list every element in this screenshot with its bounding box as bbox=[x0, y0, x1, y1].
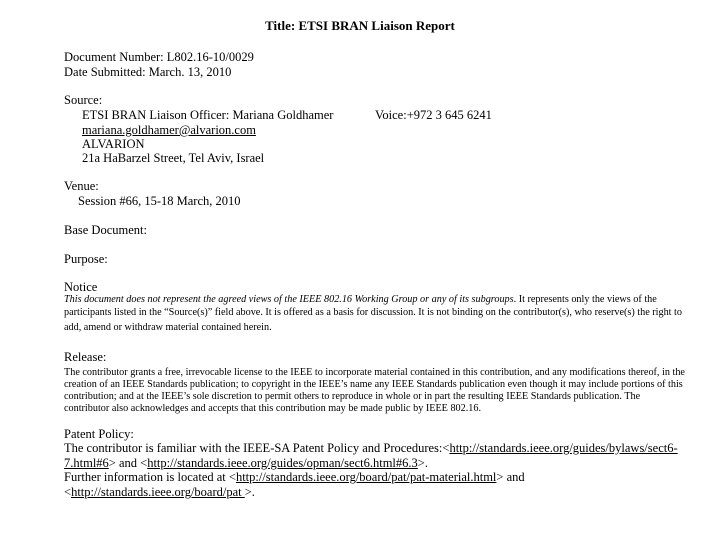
release-line-1: The contributor grants a free, irrevocable license to the IEEE to incorporate material contained in this contribution, and any modifications thereof, in the bbox=[64, 367, 685, 378]
document-title: Title: ETSI BRAN Liaison Report bbox=[265, 18, 455, 33]
patent-line-3-text: Further information is located at < bbox=[64, 470, 236, 484]
patent-line-4-text: < bbox=[64, 485, 72, 499]
patent-line-1-text: The contributor is familiar with the IEEE-SA Patent Policy and Procedures:< bbox=[64, 441, 450, 455]
bylaws-link-part-2[interactable]: 7.html#6 bbox=[64, 456, 109, 470]
pat-material-link[interactable]: http://standards.ieee.org/board/pat/pat-material.html bbox=[235, 470, 497, 484]
source-label: Source: bbox=[64, 93, 103, 107]
venue-session: Session #66, 15-18 March, 2010 bbox=[78, 194, 241, 208]
patent-line-3-end: > and bbox=[496, 470, 525, 484]
patent-line-2-text: > and < bbox=[108, 456, 148, 470]
base-document-label: Base Document: bbox=[64, 223, 147, 237]
patent-line-3 bbox=[64, 470, 525, 485]
patent-line-1 bbox=[64, 441, 678, 456]
release-line-3: contribution; and at the IEEE’s sole discretion to permit others to reproduce in whole or in part the resulting IEEE Standards publication. The bbox=[64, 391, 641, 402]
release-line-4: contributor also acknowledges and accepts that this contribution may be made public by IEEE 802.16. bbox=[64, 403, 482, 414]
notice-line-1-cont: . It represents only the views of the bbox=[513, 294, 657, 305]
venue-label: Venue: bbox=[64, 179, 99, 193]
bylaws-link-part-1[interactable]: http://standards.ieee.org/guides/bylaws/sect6- bbox=[449, 441, 678, 455]
notice-italic-text: This document does not represent the agreed views of the IEEE 802.16 Working Group or any of its subgroups bbox=[64, 294, 514, 305]
patent-policy-label: Patent Policy: bbox=[64, 427, 134, 441]
patent-line-2-end: >. bbox=[417, 456, 428, 470]
purpose-label: Purpose: bbox=[64, 252, 108, 266]
board-pat-link[interactable]: http://standards.ieee.org/board/pat bbox=[71, 485, 245, 499]
patent-line-2 bbox=[64, 456, 428, 471]
document-number: Document Number: L802.16-10/0029 bbox=[64, 50, 254, 64]
release-label: Release: bbox=[64, 350, 107, 364]
notice-line-3: add, amend or withdraw material contained herein. bbox=[64, 322, 272, 333]
source-email-link[interactable]: mariana.goldhamer@alvarion.com bbox=[82, 123, 256, 137]
opman-link[interactable]: http://standards.ieee.org/guides/opman/sect6.html#6.3 bbox=[147, 456, 418, 470]
source-officer: ETSI BRAN Liaison Officer: Mariana Goldhamer bbox=[82, 108, 334, 122]
notice-line-2: participants listed in the “Source(s)” field above. It is offered as a basis for discussion. It is not binding on the contributor(s), who reserve(s) the right to bbox=[64, 307, 682, 318]
date-submitted: Date Submitted: March. 13, 2010 bbox=[64, 65, 232, 79]
notice-label: Notice bbox=[64, 280, 98, 294]
source-voice: Voice:+972 3 645 6241 bbox=[375, 108, 492, 122]
patent-line-4 bbox=[64, 485, 255, 500]
patent-line-4-end: >. bbox=[244, 485, 255, 499]
release-line-2: creation of an IEEE Standards publication; to copyright in the IEEE’s name any IEEE Standards publication even though it may include portions of this bbox=[64, 379, 683, 390]
source-company: ALVARION bbox=[82, 137, 145, 151]
source-address: 21a HaBarzel Street, Tel Aviv, Israel bbox=[82, 151, 265, 165]
